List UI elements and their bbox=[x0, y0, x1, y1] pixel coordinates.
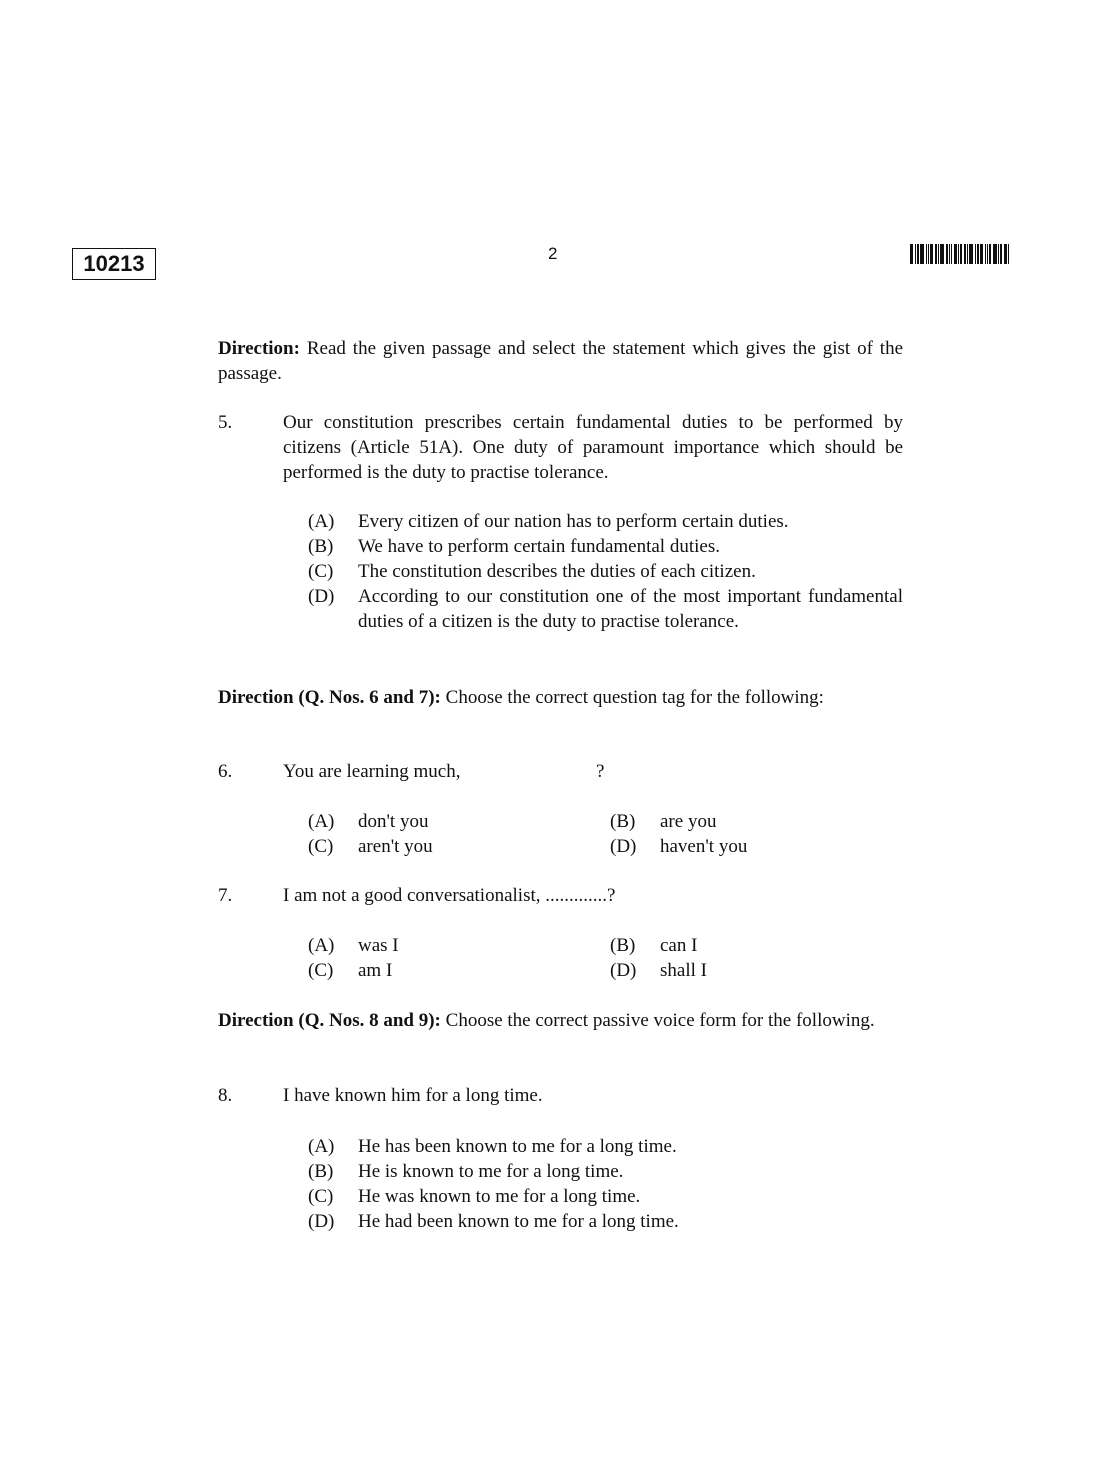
question-6-number: 6. bbox=[218, 761, 233, 782]
question-6-blank: ? bbox=[596, 761, 605, 782]
barcode-bar bbox=[980, 244, 983, 264]
q6-option-a-text: don't you bbox=[358, 811, 429, 832]
direction-1-text: Read the given passage and select the statement which gives the gist of the passage. bbox=[218, 338, 904, 384]
q7-option-d-text: shall I bbox=[660, 960, 707, 981]
q6-option-c-text: aren't you bbox=[358, 836, 433, 857]
direction-3-text: Choose the correct passive voice form for the following. bbox=[445, 1010, 875, 1031]
barcode-bar bbox=[958, 244, 959, 264]
q6-option-c-letter: (C) bbox=[308, 836, 334, 857]
q5-option-a-letter: (A) bbox=[308, 511, 335, 532]
barcode-icon bbox=[910, 244, 1042, 264]
direction-1-label: Direction: bbox=[218, 338, 300, 359]
q5-option-b-letter: (B) bbox=[308, 536, 334, 557]
barcode-bar bbox=[977, 244, 979, 264]
question-6-text: You are learning much, bbox=[283, 761, 461, 782]
q5-option-a-text: Every citizen of our nation has to perform certain duties. bbox=[358, 511, 789, 532]
page-number: 2 bbox=[548, 244, 558, 263]
barcode-bar bbox=[1008, 244, 1009, 264]
q5-option-d-letter: (D) bbox=[308, 586, 335, 607]
q7-option-b-text: can I bbox=[660, 935, 698, 956]
q8-option-d-text: He had been known to me for a long time. bbox=[358, 1211, 679, 1232]
q7-option-c-letter: (C) bbox=[308, 960, 334, 981]
q7-option-a-text: was I bbox=[358, 935, 399, 956]
q8-option-a-text: He has been known to me for a long time. bbox=[358, 1136, 677, 1157]
barcode-bar bbox=[993, 244, 997, 264]
q8-option-d-letter: (D) bbox=[308, 1211, 335, 1232]
barcode-bar bbox=[940, 244, 944, 264]
question-5-text: Our constitution prescribes certain fundamental duties to be performed by citizens (Article 51A). One duty of paramount importance which should be performed is the duty to practise tolerance. bbox=[283, 412, 903, 483]
q5-option-c-text: The constitution describes the duties of each citizen. bbox=[358, 561, 756, 582]
question-8-number: 8. bbox=[218, 1085, 233, 1106]
q7-option-c-text: am I bbox=[358, 960, 393, 981]
q6-option-d-text: haven't you bbox=[660, 836, 748, 857]
barcode-bar bbox=[928, 244, 929, 264]
barcode-bar bbox=[967, 244, 968, 264]
q5-option-b-text: We have to perform certain fundamental duties. bbox=[358, 536, 720, 557]
q8-option-a-letter: (A) bbox=[308, 1136, 335, 1157]
barcode-bar bbox=[920, 244, 924, 264]
q7-option-d-letter: (D) bbox=[610, 960, 637, 981]
barcode-bar bbox=[998, 244, 999, 264]
barcode-bar bbox=[949, 244, 950, 264]
barcode-bar bbox=[951, 244, 952, 264]
barcode-bar bbox=[989, 244, 991, 264]
q8-option-c-text: He was known to me for a long time. bbox=[358, 1186, 641, 1207]
barcode-bar bbox=[917, 244, 919, 264]
barcode-bar bbox=[969, 244, 973, 264]
q8-option-b-letter: (B) bbox=[308, 1161, 334, 1182]
barcode-bar bbox=[975, 244, 976, 264]
paper-code-box: 10213 bbox=[72, 248, 156, 280]
q6-option-b-letter: (B) bbox=[610, 811, 636, 832]
direction-2-label: Direction (Q. Nos. 6 and 7): bbox=[218, 687, 441, 708]
barcode-bar bbox=[935, 244, 937, 264]
q5-option-c-letter: (C) bbox=[308, 561, 334, 582]
barcode-bar bbox=[910, 244, 913, 264]
direction-3-label: Direction (Q. Nos. 8 and 9): bbox=[218, 1010, 441, 1031]
barcode-bar bbox=[946, 244, 948, 264]
q6-option-a-letter: (A) bbox=[308, 811, 335, 832]
barcode-bar bbox=[987, 244, 988, 264]
barcode-bar bbox=[1000, 244, 1002, 264]
question-7-number: 7. bbox=[218, 885, 233, 906]
direction-1 bbox=[218, 336, 903, 386]
q6-option-d-letter: (D) bbox=[610, 836, 637, 857]
barcode-bar bbox=[930, 244, 933, 264]
direction-3 bbox=[218, 1008, 903, 1033]
barcode-bar bbox=[964, 244, 966, 264]
barcode-bar bbox=[985, 244, 986, 264]
barcode-bar bbox=[915, 244, 916, 264]
barcode-bar bbox=[938, 244, 939, 264]
barcode-bar bbox=[1004, 244, 1007, 264]
barcode-bar bbox=[926, 244, 927, 264]
question-8-text: I have known him for a long time. bbox=[283, 1085, 543, 1106]
q7-option-a-letter: (A) bbox=[308, 935, 335, 956]
direction-2-text: Choose the correct question tag for the following: bbox=[445, 687, 824, 708]
q5-option-d-text: According to our constitution one of the most important fundamental duties of a citizen is the duty to practise tolerance. bbox=[358, 586, 903, 632]
q8-option-c-letter: (C) bbox=[308, 1186, 334, 1207]
q8-option-b-text: He is known to me for a long time. bbox=[358, 1161, 624, 1182]
question-5-number: 5. bbox=[218, 412, 233, 433]
q6-option-b-text: are you bbox=[660, 811, 717, 832]
barcode-bar bbox=[954, 244, 957, 264]
q7-option-b-letter: (B) bbox=[610, 935, 636, 956]
barcode-bar bbox=[960, 244, 962, 264]
direction-2 bbox=[218, 685, 903, 710]
question-7-text: I am not a good conversationalist, .............? bbox=[283, 885, 616, 906]
